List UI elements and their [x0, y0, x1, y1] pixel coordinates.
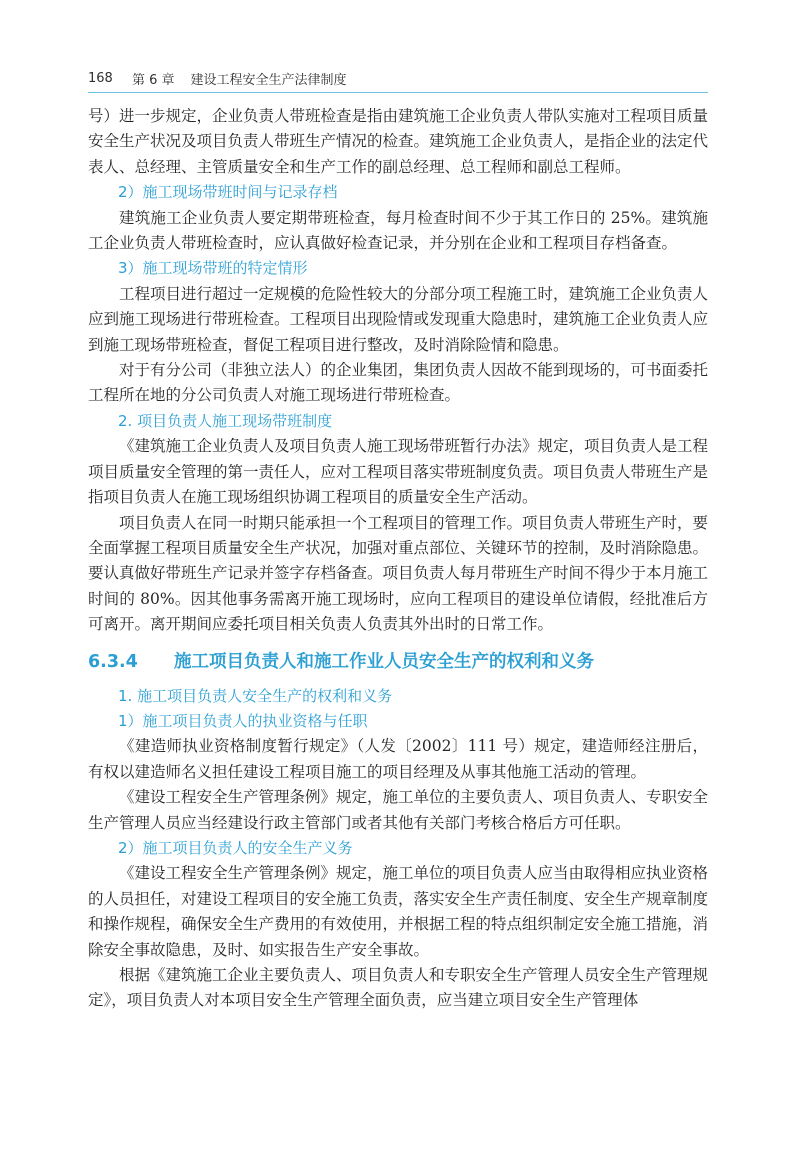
paragraph-5: 《建筑施工企业负责人及项目负责人施工现场带班暂行办法》规定，项目负责人是工程项目质量安全管理的第一责任人，应对工程项目落实带班制度负责。项目负责人带班生产是指项目负责人在施工现场组织协调工程项目的质量安全生产活动。: [88, 437, 709, 507]
paragraph-6: 项目负责人在同一时期只能承担一个工程项目的管理工作。项目负责人带班生产时，要全面掌握工程项目质量安全生产状况，加强对重点部位、关键环节的控制，及时消除隐患。要认真做好带班生产记录并签字存档备查。项目负责人每月带班生产时间不得少于本月施工时间的 80%。因其他事务需离开施工现场时，应向工程项目的建设单位请假，经批准后方可离开。离开期间应委托项目相关负责人负责其外出时的日常工作。: [88, 513, 709, 634]
heading-safety-obligations: 2）施工项目负责人的安全生产义务: [118, 838, 353, 857]
heading-specific-situations: 3）施工现场带班的特定情形: [118, 259, 308, 278]
heading-qualification-appointment: 1）施工项目负责人的执业资格与任职: [118, 711, 368, 730]
heading-project-leader-shift-system: 2. 项目负责人施工现场带班制度: [118, 411, 333, 430]
section-number: 6.3.4: [88, 651, 138, 672]
paragraph-4: 对于有分公司（非独立法人）的企业集团，集团负责人因故不能到现场的，可书面委托工程所在地的分公司负责人对施工现场进行带班检查。: [88, 361, 709, 405]
heading-shift-time-records: 2）施工现场带班时间与记录存档: [118, 183, 338, 202]
paragraph-3: 工程项目进行超过一定规模的危险性较大的分部分项工程施工时，建筑施工企业负责人应到施工现场进行带班检查。工程项目出现险情或发现重大隐患时，建筑施工企业负责人应到施工现场带班检查，督促工程项目进行整改，及时消除险情和隐患。: [88, 284, 709, 354]
page-header: [88, 66, 708, 90]
chapter-title: 建设工程安全生产法律制度: [190, 72, 347, 88]
paragraph-1: 号）进一步规定，企业负责人带班检查是指由建筑施工企业负责人带队实施对工程项目质量安全生产状况及项目负责人带班生产情况的检查。建筑施工企业负责人，是指企业的法定代表人、总经理、主管质量安全和生产工作的副总经理、总工程师和副总工程师。: [88, 107, 709, 176]
heading-rights-obligations: 1. 施工项目负责人安全生产的权利和义务: [118, 686, 393, 705]
section-title: 施工项目负责人和施工作业人员安全生产的权利和义务: [174, 651, 594, 672]
section-heading: [88, 648, 708, 676]
header-divider: [88, 92, 708, 93]
paragraph-2: 建筑施工企业负责人要定期带班检查，每月检查时间不少于其工作日的 25%。建筑施工企业负责人带班检查时，应认真做好检查记录，并分别在企业和工程项目存档备查。: [88, 208, 708, 253]
paragraph-9: 《建设工程安全生产管理条例》规定，施工单位的项目负责人应当由取得相应执业资格的人员担任，对建设工程项目的安全施工负责，落实安全生产责任制度、安全生产规章制度和操作规程，确保安全生产费用的有效使用，并根据工程的特点组织制定安全施工措施，消除安全事故隐患，及时、如实报告生产安全事故。: [88, 864, 709, 959]
page-body: [88, 104, 708, 1014]
chapter-label: 第 6 章: [132, 72, 175, 88]
paragraph-10: 根据《建筑施工企业主要负责人、项目负责人和专职安全生产管理人员安全生产管理规定》，项目负责人对本项目安全生产管理全面负责，应当建立项目安全生产管理体: [88, 966, 709, 1010]
paragraph-7: 《建造师执业资格制度暂行规定》（人发〔2002〕111 号）规定，建造师经注册后，有权以建造师名义担任建设工程项目施工的项目经理及从事其他施工活动的管理。: [88, 737, 708, 781]
paragraph-8: 《建设工程安全生产管理条例》规定，施工单位的主要负责人、项目负责人、专职安全生产管理人员应当经建设行政主管部门或者其他有关部门考核合格后方可任职。: [88, 788, 709, 832]
page-number: 168: [88, 70, 113, 86]
